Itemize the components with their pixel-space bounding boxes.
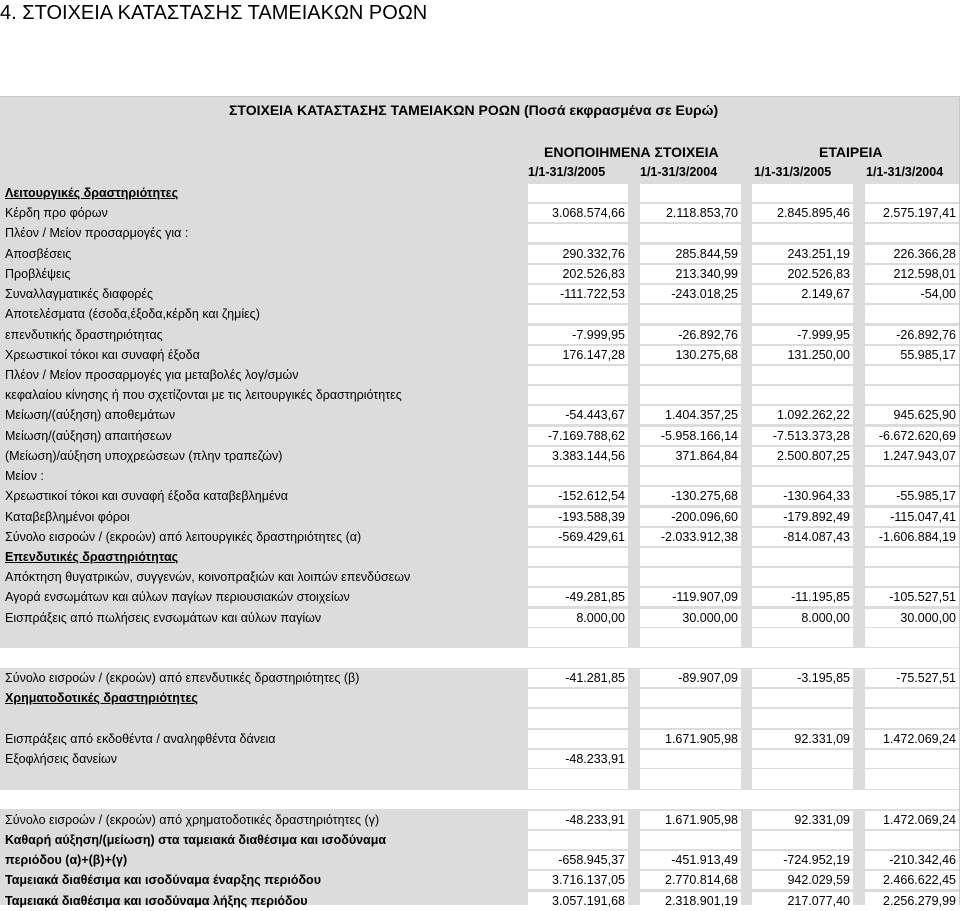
cell-value: -193.588,39 (558, 509, 625, 524)
cell-value: 226.366,28 (893, 246, 956, 261)
value-cell (865, 709, 959, 729)
value-cell (528, 689, 628, 707)
cell-value: -3.195,85 (797, 671, 850, 686)
value-cell (528, 831, 628, 849)
cell-value: 371.864,84 (675, 448, 738, 463)
cell-value: 1.404.357,25 (665, 408, 738, 423)
table-row (0, 446, 959, 466)
value-cell (865, 730, 959, 748)
table-rows (0, 183, 959, 911)
cell-value: -7.169.788,62 (547, 428, 625, 443)
value-cell (865, 669, 959, 687)
value-cell (865, 184, 959, 202)
value-cell (640, 769, 741, 789)
value-cell (640, 447, 741, 465)
table-row (0, 507, 959, 527)
cell-value: 2.845.895,46 (777, 206, 850, 221)
cell-value: -179.892,49 (783, 509, 850, 524)
row-label: Μείωση/(αύξηση) απαιτήσεων (5, 428, 172, 443)
value-cell (528, 609, 628, 627)
value-cell (752, 224, 853, 242)
value-cell (528, 709, 628, 729)
value-cell (752, 204, 853, 222)
value-cell (528, 285, 628, 303)
table-row (0, 688, 959, 708)
value-cell (528, 508, 628, 526)
row-label: Χρεωστικοί τόκοι και συναφή έξοδα (5, 347, 200, 362)
cell-value: -119.907,09 (672, 590, 738, 605)
value-cell (640, 427, 741, 445)
cell-value: -210.342,46 (889, 853, 956, 868)
page-heading: 4. ΣΤΟΙΧΕΙΑ ΚΑΤΑΣΤΑΣΗΣ ΤΑΜΕΙΑΚΩΝ ΡΟΩΝ (0, 2, 428, 24)
cell-value: 130.275,68 (675, 347, 738, 362)
row-label: περιόδου (α)+(β)+(γ) (5, 853, 128, 868)
value-cell (865, 447, 959, 465)
value-cell (640, 609, 741, 627)
value-cell (640, 326, 741, 344)
value-cell (865, 386, 959, 404)
value-cell (640, 285, 741, 303)
value-cell (640, 548, 741, 566)
value-cell (752, 628, 853, 648)
table-row (0, 648, 959, 668)
value-cell (528, 386, 628, 404)
value-cell (752, 609, 853, 627)
row-label: Πλέον / Μείον προσαρμογές για μεταβολές λογ/σμών (5, 367, 299, 382)
value-cell (640, 406, 741, 424)
table-row (0, 891, 959, 911)
period-header: 1/1-31/3/2005 (528, 165, 606, 179)
row-label: Ταμειακά διαθέσιμα και ισοδύναμα λήξης περιόδου (5, 893, 308, 908)
cell-value: 30.000,00 (900, 610, 956, 625)
cell-value: 2.256.279,99 (883, 893, 956, 908)
value-cell (640, 871, 741, 889)
row-label: Κέρδη προ φόρων (5, 206, 108, 221)
table-row (0, 870, 959, 890)
value-cell (528, 730, 628, 748)
row-label: Ταμειακά διαθέσιμα και ισοδύναμα έναρξης περιόδου (5, 873, 321, 888)
value-cell (865, 406, 959, 424)
cell-value: 3.057.191,68 (552, 893, 625, 908)
value-cell (528, 204, 628, 222)
cell-value: -26.892,76 (678, 327, 738, 342)
value-cell (528, 669, 628, 687)
value-cell (752, 831, 853, 849)
period-header: 1/1-31/3/2005 (754, 165, 832, 179)
value-cell (640, 487, 741, 505)
table-row (0, 608, 959, 628)
cell-value: -115.047,41 (890, 509, 956, 524)
cash-flow-sheet (0, 96, 960, 908)
cell-value: -7.999,95 (572, 327, 625, 342)
table-row (0, 567, 959, 587)
value-cell (752, 851, 853, 869)
table-row (0, 486, 959, 506)
value-cell (865, 326, 959, 344)
cell-value: 1.092.262,22 (777, 408, 850, 423)
value-cell (640, 245, 741, 263)
cell-value: 942.029,59 (787, 873, 850, 888)
value-cell (528, 447, 628, 465)
cell-value: 1.671.905,98 (665, 731, 738, 746)
cell-value: -130.275,68 (671, 489, 738, 504)
cell-value: 3.068.574,66 (552, 206, 625, 221)
value-cell (528, 851, 628, 869)
cell-value: 55.985,17 (900, 347, 956, 362)
cell-value: 202.526,83 (787, 266, 850, 281)
value-cell (528, 892, 628, 910)
value-cell (640, 265, 741, 283)
value-cell (752, 326, 853, 344)
period-header: 1/1-31/3/2004 (640, 165, 718, 179)
table-row (0, 790, 959, 810)
value-cell (752, 689, 853, 707)
row-label: Αγορά ενσωμάτων και αύλων παγίων περιουσιακών στοιχείων (5, 590, 350, 605)
table-row (0, 709, 959, 729)
value-cell (752, 184, 853, 202)
value-cell (640, 224, 741, 242)
value-cell (752, 285, 853, 303)
value-cell (752, 811, 853, 829)
row-label: κεφαλαίου κίνησης ή που σχετίζονται με τις λειτουργικές δραστηριότητες (5, 388, 402, 403)
value-cell (528, 427, 628, 445)
value-cell (640, 588, 741, 606)
value-cell (865, 265, 959, 283)
value-cell (752, 750, 853, 768)
row-label: Μείον : (5, 469, 44, 484)
row-label: Εισπράξεις από πωλήσεις ενσωμάτων και αύλων παγίων (5, 610, 322, 625)
value-cell (528, 265, 628, 283)
value-cell (752, 245, 853, 263)
row-label: Συναλλαγματικές διαφορές (5, 287, 154, 302)
value-cell (752, 265, 853, 283)
value-cell (865, 204, 959, 222)
cell-value: -724.952,19 (783, 853, 850, 868)
value-cell (865, 305, 959, 323)
value-cell (640, 528, 741, 546)
cell-value: -48.233,91 (565, 812, 625, 827)
value-cell (865, 487, 959, 505)
value-cell (640, 628, 741, 648)
value-cell (752, 669, 853, 687)
value-cell (528, 487, 628, 505)
value-cell (640, 568, 741, 586)
table-row (0, 850, 959, 870)
table-row (0, 365, 959, 385)
value-cell (640, 811, 741, 829)
cell-value: 3.383.144,56 (552, 448, 625, 463)
value-cell (752, 386, 853, 404)
value-cell (865, 528, 959, 546)
cell-value: -2.033.912,38 (660, 529, 738, 544)
group-header-consolidated: ΕΝΟΠΟΙΗΜΕΝΑ ΣΤΟΙΧΕΙΑ (544, 144, 719, 160)
table-row (0, 345, 959, 365)
cell-value: -152.612,54 (558, 489, 625, 504)
value-cell (528, 245, 628, 263)
cell-value: -105.527,51 (889, 590, 956, 605)
value-cell (640, 730, 741, 748)
cell-value: -1.606.884,19 (878, 529, 956, 544)
value-cell (865, 548, 959, 566)
table-row (0, 223, 959, 243)
value-cell (640, 892, 741, 910)
value-cell (752, 730, 853, 748)
value-cell (865, 892, 959, 910)
row-label: Αποσβέσεις (5, 246, 72, 261)
cell-value: -130.964,33 (783, 489, 850, 504)
cell-value: 243.251,19 (787, 246, 850, 261)
cell-value: -814.087,43 (783, 529, 850, 544)
value-cell (752, 305, 853, 323)
value-cell (865, 568, 959, 586)
value-cell (752, 871, 853, 889)
cell-value: 176.147,28 (562, 347, 625, 362)
cell-value: 212.598,01 (893, 266, 956, 281)
table-row (0, 385, 959, 405)
row-label: Καθαρή αύξηση/(μείωση) στα ταμειακά διαθέσιμα και ισοδύναμα (5, 833, 387, 847)
table-row (0, 466, 959, 486)
cell-value: -54.443,67 (565, 408, 625, 423)
row-label: Λειτουργικές δραστηριότητες (5, 186, 179, 200)
value-cell (752, 548, 853, 566)
value-cell (865, 245, 959, 263)
table-row (0, 587, 959, 607)
cell-value: 2.466.622,45 (883, 873, 956, 888)
value-cell (528, 305, 628, 323)
cell-value: 1.671.905,98 (665, 812, 738, 827)
value-cell (640, 305, 741, 323)
value-cell (640, 204, 741, 222)
value-cell (528, 871, 628, 889)
value-cell (865, 588, 959, 606)
value-cell (528, 326, 628, 344)
table-row (0, 426, 959, 446)
value-cell (752, 366, 853, 384)
row-label: επενδυτικής δραστηριότητας (5, 327, 163, 342)
value-cell (752, 346, 853, 364)
value-cell (865, 366, 959, 384)
cell-value: -200.096,60 (671, 509, 738, 524)
value-cell (528, 750, 628, 768)
cell-value: -5.958.166,14 (660, 428, 738, 443)
row-label: Χρηματοδοτικές δραστηριότητες (5, 691, 198, 706)
value-cell (865, 769, 959, 789)
value-cell (865, 346, 959, 364)
value-cell (752, 568, 853, 586)
cell-value: 2.770.814,68 (665, 873, 738, 888)
blank-row-fill (0, 790, 959, 810)
table-row (0, 749, 959, 769)
value-cell (528, 769, 628, 789)
table-row (0, 830, 959, 850)
cell-value: -55.985,17 (896, 489, 956, 504)
value-cell (752, 427, 853, 445)
cell-value: 8.000,00 (576, 610, 625, 625)
value-cell (865, 831, 959, 849)
table-row (0, 405, 959, 425)
value-cell (528, 588, 628, 606)
cell-value: -569.429,61 (558, 529, 625, 544)
cell-value: -41.281,85 (565, 671, 625, 686)
row-label: Αποτελέσματα (έσοδα,έξοδα,κέρδη και ζημίες) (5, 307, 260, 322)
cell-value: 217.077,40 (787, 893, 850, 908)
value-cell (865, 285, 959, 303)
cell-value: 92.331,09 (794, 731, 850, 746)
value-cell (865, 224, 959, 242)
value-cell (865, 427, 959, 445)
value-cell (752, 447, 853, 465)
value-cell (865, 851, 959, 869)
table-row (0, 264, 959, 284)
cell-value: 1.472.069,24 (883, 731, 956, 746)
cell-value: -54,00 (920, 287, 956, 302)
row-label: Επενδυτικές δραστηριότητας (5, 549, 179, 564)
value-cell (865, 750, 959, 768)
row-label: Εισπράξεις από εκδοθέντα / αναληφθέντα δάνεια (5, 731, 276, 746)
cell-value: -7.999,95 (797, 327, 850, 342)
cell-value: 2.318.901,19 (665, 893, 738, 908)
value-cell (752, 467, 853, 485)
table-row (0, 244, 959, 264)
table-row (0, 183, 959, 203)
row-label: Χρεωστικοί τόκοι και συναφή έξοδα καταβεβλημένα (5, 489, 288, 504)
cell-value: 213.340,99 (675, 266, 738, 281)
value-cell (640, 709, 741, 729)
value-cell (528, 628, 628, 648)
value-cell (752, 406, 853, 424)
cell-value: -658.945,37 (558, 853, 625, 868)
cell-value: 2.500.807,25 (777, 448, 850, 463)
value-cell (528, 528, 628, 546)
row-label: Σύνολο εισροών / (εκροών) από χρηματοδοτικές δραστηριότητες (γ) (5, 812, 380, 827)
table-row (0, 810, 959, 830)
period-header: 1/1-31/3/2004 (866, 165, 944, 179)
cell-value: 2.118.853,70 (665, 206, 738, 221)
cell-value: -26.892,76 (896, 327, 956, 342)
value-cell (865, 871, 959, 889)
table-row (0, 547, 959, 567)
group-header-company: ΕΤΑΙΡΕΙΑ (819, 144, 883, 160)
value-cell (640, 831, 741, 849)
cell-value: 131.250,00 (787, 347, 850, 362)
row-label: Καταβεβλημένοι φόροι (5, 509, 130, 524)
cell-value: -89.907,09 (678, 671, 738, 686)
cell-value: 2.575.197,41 (883, 206, 956, 221)
value-cell (752, 508, 853, 526)
value-cell (528, 224, 628, 242)
value-cell (752, 588, 853, 606)
cell-value: 8.000,00 (801, 610, 850, 625)
table-row (0, 284, 959, 304)
sheet-title: ΣΤΟΙΧΕΙΑ ΚΑΤΑΣΤΑΣΗΣ ΤΑΜΕΙΑΚΩΝ ΡΟΩΝ (Ποσά εκφρασμένα σε Ευρώ) (229, 102, 719, 118)
value-cell (528, 548, 628, 566)
value-cell (752, 709, 853, 729)
cell-value: -48.233,91 (565, 752, 625, 767)
table-row (0, 668, 959, 688)
table-row (0, 628, 959, 648)
cell-value: -11.195,85 (791, 590, 850, 605)
cell-value: 3.716.137,05 (552, 873, 625, 888)
cell-value: -49.281,85 (565, 590, 625, 605)
cell-value: 30.000,00 (682, 610, 738, 625)
row-label: (Μείωση)/αύξηση υποχρεώσεων (πλην τραπεζών) (5, 448, 283, 463)
cell-value: -451.913,49 (671, 853, 738, 868)
row-label: Σύνολο εισροών / (εκροών) από λειτουργικές δραστηριότητες (α) (5, 529, 362, 544)
cell-value: 1.472.069,24 (883, 812, 956, 827)
value-cell (528, 467, 628, 485)
value-cell (528, 346, 628, 364)
value-cell (528, 184, 628, 202)
value-cell (752, 487, 853, 505)
row-label: Απόκτηση θυγατρικών, συγγενών, κοινοπραξιών και λοιπών επενδύσεων (5, 570, 411, 585)
value-cell (640, 366, 741, 384)
row-label: Πλέον / Μείον προσαρμογές για : (5, 226, 189, 241)
value-cell (640, 669, 741, 687)
value-cell (528, 406, 628, 424)
table-row (0, 304, 959, 324)
cell-value: -75.527,51 (896, 671, 956, 686)
value-cell (640, 386, 741, 404)
table-row (0, 203, 959, 223)
value-cell (752, 769, 853, 789)
value-cell (865, 609, 959, 627)
cell-value: -6.672.620,69 (878, 428, 956, 443)
value-cell (752, 528, 853, 546)
value-cell (528, 568, 628, 586)
cell-value: 92.331,09 (794, 812, 850, 827)
table-row (0, 769, 959, 789)
value-cell (640, 346, 741, 364)
value-cell (528, 366, 628, 384)
table-row (0, 325, 959, 345)
value-cell (640, 508, 741, 526)
value-cell (528, 811, 628, 829)
cell-value: -111.722,53 (560, 287, 625, 302)
cell-value: 2.149,67 (801, 287, 850, 302)
cell-value: -7.513.373,28 (772, 428, 850, 443)
value-cell (640, 851, 741, 869)
cell-value: 945.625,90 (893, 408, 956, 423)
cell-value: -243.018,25 (671, 287, 738, 302)
value-cell (640, 467, 741, 485)
cell-value: 285.844,59 (675, 246, 738, 261)
value-cell (865, 628, 959, 648)
blank-row-fill (0, 648, 959, 668)
row-label: Μείωση/(αύξηση) αποθεμάτων (5, 408, 176, 423)
value-cell (865, 811, 959, 829)
value-cell (865, 508, 959, 526)
cell-value: 1.247.943,07 (883, 448, 956, 463)
value-cell (865, 689, 959, 707)
value-cell (865, 467, 959, 485)
cell-value: 290.332,76 (562, 246, 625, 261)
table-row (0, 527, 959, 547)
table-row (0, 729, 959, 749)
value-cell (640, 689, 741, 707)
value-cell (640, 750, 741, 768)
row-label: Εξοφλήσεις δανείων (5, 752, 117, 767)
value-cell (752, 892, 853, 910)
row-label: Σύνολο εισροών / (εκροών) από επενδυτικές δραστηριότητες (β) (5, 671, 360, 686)
cell-value: 202.526,83 (562, 266, 625, 281)
value-cell (640, 184, 741, 202)
row-label: Προβλέψεις (5, 266, 71, 281)
